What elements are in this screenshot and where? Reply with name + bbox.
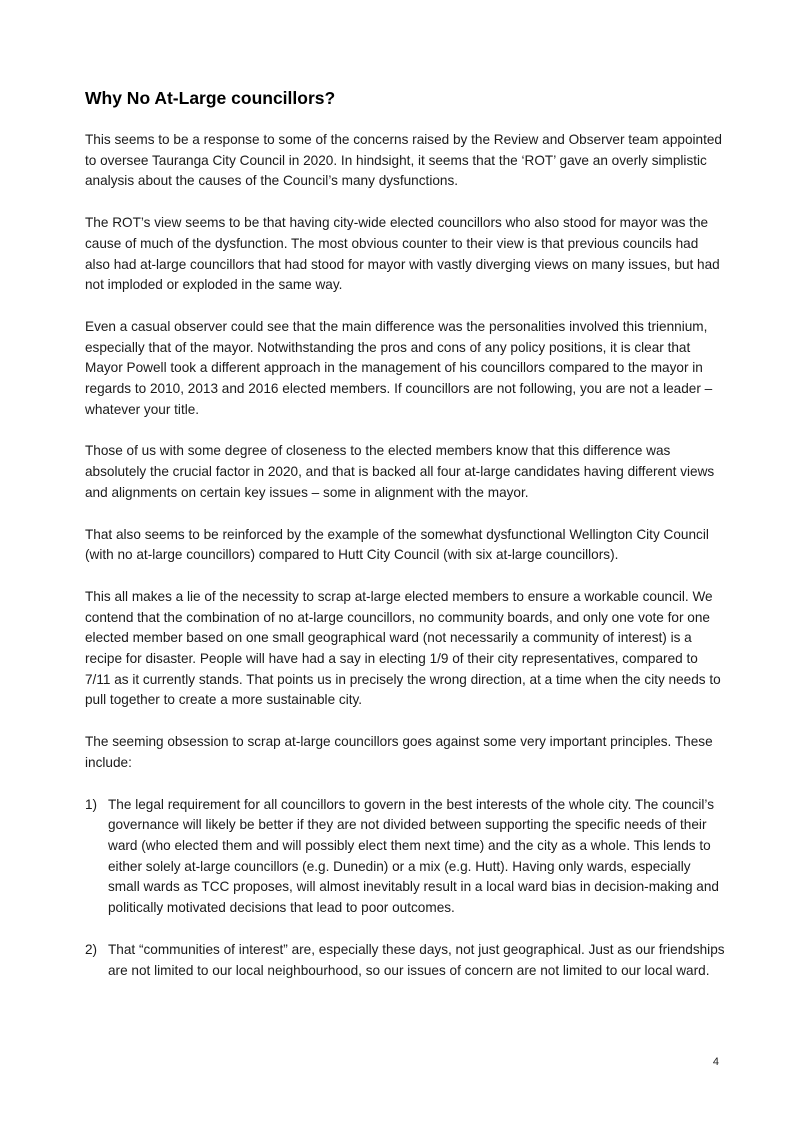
paragraph: The ROT’s view seems to be that having city-wide elected councillors who also stood for mayor was the cause of much of the dysfunction. The most obvious counter to their view is that previous councils had also had at-large councillors that had stood for mayor with vastly diverging views on many issues, but had not imploded or exploded in the same way. xyxy=(85,215,720,293)
paragraph: That also seems to be reinforced by the example of the somewhat dysfunctional Wellington City Council (with no at-large councillors) compared to Hutt City Council (with six at-large councillors). xyxy=(85,526,709,563)
paragraph: The seeming obsession to scrap at-large councillors goes against some very important principles. These include: xyxy=(85,734,713,770)
list-item-number: 2) xyxy=(85,941,98,957)
section-heading: Why No At-Large councillors? xyxy=(85,88,336,108)
paragraph: Even a casual observer could see that the main difference was the personalities involved this triennium, especially that of the mayor. Notwithstanding the pros and cons of any policy positions, it is clear that Mayor Powell took a different approach in the management of his councillors compared to the mayor in regards to 2010, 2013 and 2016 elected members. If councillors are not following, you are not a leader – whatever your title. xyxy=(85,318,713,417)
paragraph: This all makes a lie of the necessity to scrap at-large elected members to ensure a workable council. We contend that the combination of no at-large councillors, no community boards, and only one vote for one elected member based on one small geographical ward (not necessarily a community of interest) is a recipe for disaster. People will have had a say in electing 1/9 of their city representatives, compared to 7/11 as it currently stands. That points us in precisely the wrong direction, at a time when the city needs to pull together to create a more sustainable city. xyxy=(85,588,721,708)
list-item-number: 1) xyxy=(85,796,98,812)
paragraph: Those of us with some degree of closeness to the elected members know that this difference was absolutely the crucial factor in 2020, and that is backed all four at-large candidates having different views and alignments on certain key issues – some in alignment with the mayor. xyxy=(85,443,715,500)
list-item xyxy=(85,795,725,919)
list-item-text: The legal requirement for all councillors to govern in the best interests of the whole city. The council’s governance will likely be better if they are not divided between supporting the specific needs of their ward (who elected them and will possibly elect them next time) and the city as a whole. This lends to either solely at-large councillors (e.g. Dunedin) or a mix (e.g. Hutt). Having only wards, especially small wards as TCC proposes, will almost inevitably result in a local ward bias in decision-making and politically motivated decisions that lead to poor outcomes. xyxy=(108,796,719,916)
page-number: 4 xyxy=(712,1056,719,1068)
document-body xyxy=(85,86,725,1002)
paragraph: This seems to be a response to some of the concerns raised by the Review and Observer team appointed to oversee Tauranga City Council in 2020. In hindsight, it seems that the ‘ROT’ gave an overly simplistic analysis about the causes of the Council’s many dysfunctions. xyxy=(85,132,722,189)
list-item-text: That “communities of interest” are, especially these days, not just geographical. Just as our friendships are not limited to our local neighbourhood, so our issues of concern are not limited to our local ward. xyxy=(108,941,725,978)
principles-list xyxy=(85,795,725,982)
list-item xyxy=(85,940,725,981)
